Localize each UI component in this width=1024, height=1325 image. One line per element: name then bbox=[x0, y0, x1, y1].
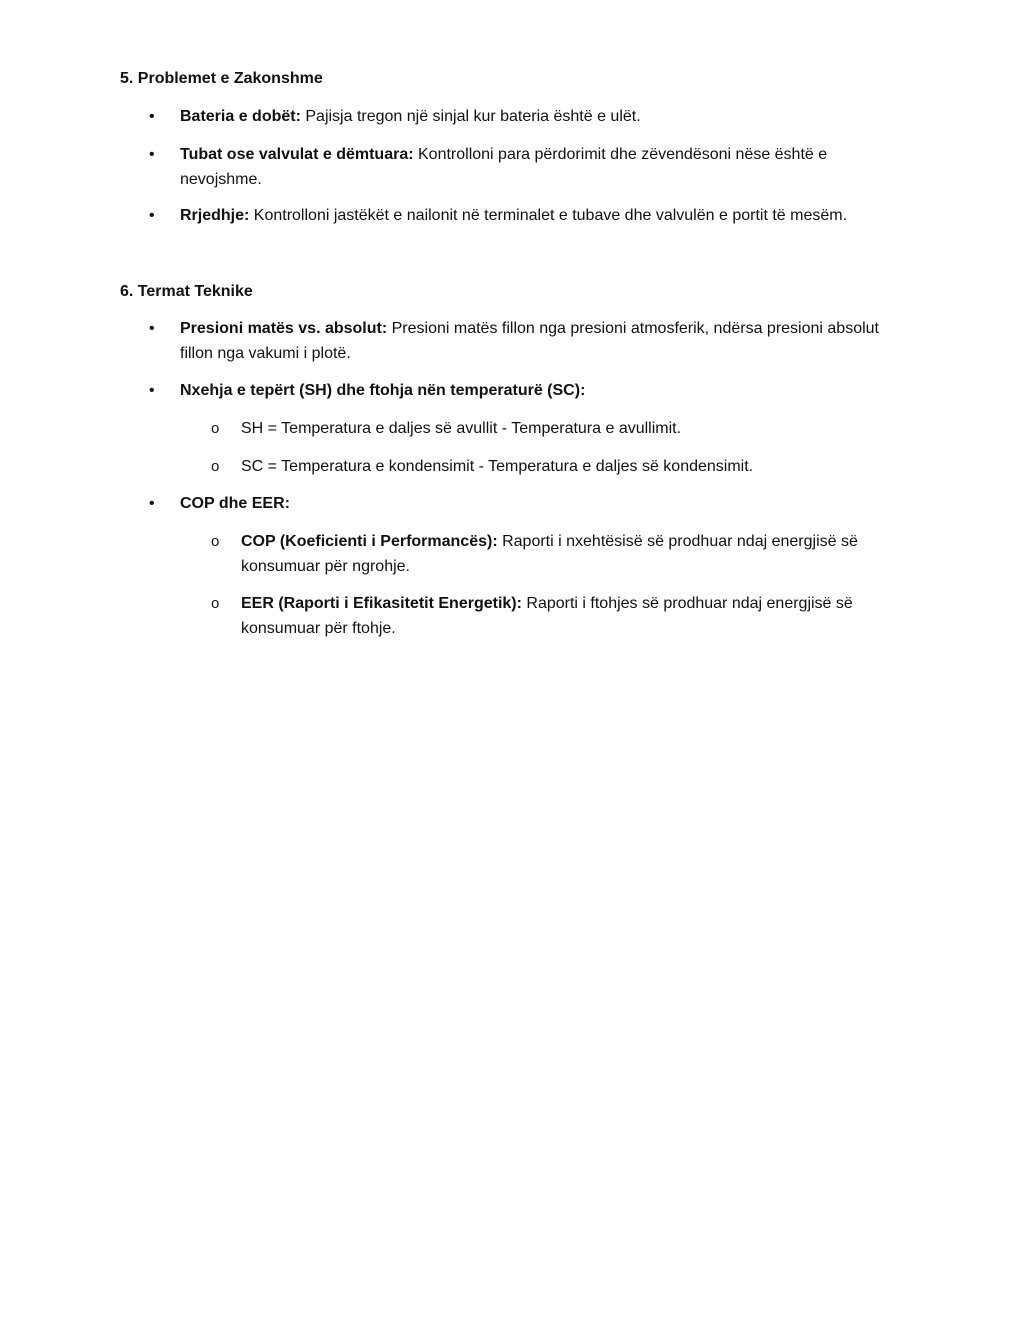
section-heading-problems: 5. Problemet e Zakonshme bbox=[120, 70, 323, 87]
item-label: COP (Koeficienti i Performancës): bbox=[241, 533, 498, 550]
item-label: Nxehja e tepërt (SH) dhe ftohja nën temperaturë (SC): bbox=[180, 382, 586, 399]
item-label: Rrjedhje: bbox=[180, 207, 250, 224]
sub-list-item bbox=[211, 455, 891, 480]
bullet-icon: • bbox=[149, 108, 155, 125]
list-item bbox=[149, 379, 900, 404]
bullet-icon: • bbox=[149, 495, 155, 512]
item-text: Kontrolloni jastëkët e nailonit në terminalet e tubave dhe valvulën e portit të mesëm. bbox=[249, 207, 848, 224]
item-text: Kontrolloni para përdorimit dhe zëvendësoni nëse është e nevojshme. bbox=[180, 146, 828, 188]
sub-bullet-icon: o bbox=[211, 533, 220, 550]
item-text: Raporti i ftohjes së prodhuar ndaj energjisë së konsumuar për ftohje. bbox=[241, 595, 853, 637]
item-label: COP dhe EER: bbox=[180, 495, 290, 512]
sub-bullet-icon: o bbox=[211, 420, 220, 437]
item-text: Presioni matës fillon nga presioni atmosferik, ndërsa presioni absolut fillon nga vakumi i plotë. bbox=[180, 320, 879, 362]
list-item bbox=[149, 492, 900, 517]
item-label: EER (Raporti i Efikasitetit Energetik): bbox=[241, 595, 522, 612]
sub-list-item bbox=[211, 592, 891, 641]
bullet-icon: • bbox=[149, 207, 155, 224]
section-heading-technical-terms: 6. Termat Teknike bbox=[120, 283, 253, 300]
item-text: Raporti i nxehtësisë së prodhuar ndaj energjisë së konsumuar për ngrohje. bbox=[241, 533, 858, 575]
bullet-icon: • bbox=[149, 320, 155, 337]
sub-bullet-icon: o bbox=[211, 458, 220, 475]
item-label: Presioni matës vs. absolut: bbox=[180, 320, 388, 337]
item-text: Pajisja tregon një sinjal kur bateria është e ulët. bbox=[300, 108, 641, 125]
item-text: SH = Temperatura e daljes së avullit - Temperatura e avullimit. bbox=[241, 420, 682, 437]
sub-list-item bbox=[211, 417, 891, 442]
bullet-icon: • bbox=[149, 146, 155, 163]
sub-bullet-icon: o bbox=[211, 595, 220, 612]
list-item bbox=[149, 204, 920, 229]
item-label: Tubat ose valvulat e dëmtuara: bbox=[180, 146, 414, 163]
item-text: SC = Temperatura e kondensimit - Temperatura e daljes së kondensimit. bbox=[241, 458, 754, 475]
list-item bbox=[149, 105, 900, 130]
item-label: Bateria e dobët: bbox=[180, 108, 301, 125]
sub-list-item bbox=[211, 530, 891, 579]
list-item bbox=[149, 317, 900, 366]
list-item bbox=[149, 143, 900, 192]
bullet-icon: • bbox=[149, 382, 155, 399]
